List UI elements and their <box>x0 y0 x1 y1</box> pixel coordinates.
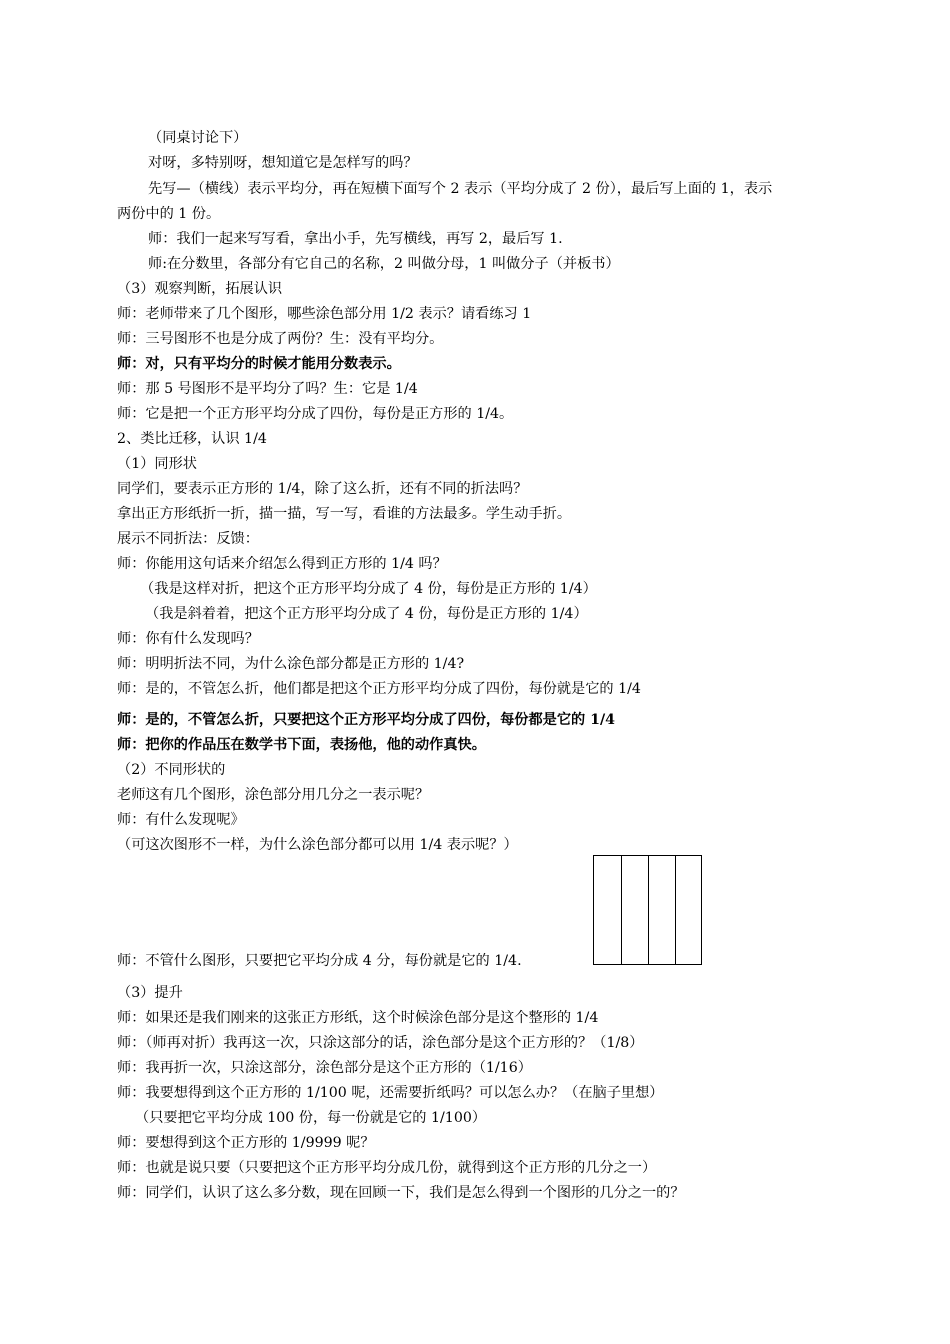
bold-text-line: 师：把你的作品压在数学书下面，表扬他，他的动作真快。 <box>117 737 486 753</box>
text-line: 师:在分数里，各部分有它自己的名称，2 叫做分母，1 叫做分子（并板书） <box>148 256 620 272</box>
text-line: （可这次图形不一样，为什么涂色部分都可以用 1/4 表示呢？） <box>117 837 518 853</box>
text-line: 两份中的 1 份。 <box>117 206 221 222</box>
text-line: 师：老师带来了几个图形，哪些涂色部分用 1/2 表示？请看练习 1 <box>117 306 532 322</box>
text-line: 师：你能用这句话来介绍怎么得到正方形的 1/4 吗？ <box>117 556 447 572</box>
rectangle-divider <box>648 856 649 964</box>
section-heading: 2、类比迁移，认识 1/4 <box>117 431 267 447</box>
text-line: 师：是的，不管怎么折，他们都是把这个正方形平均分成了四份，每份就是它的 1/4 <box>117 681 641 697</box>
text-line: 师：你有什么发现吗？ <box>117 631 259 647</box>
text-line: 师：如果还是我们刚来的这张正方形纸，这个时候涂色部分是这个整形的 1/4 <box>117 1010 599 1026</box>
text-line: 师：我再折一次，只涂这部分，涂色部分是这个正方形的（1/16） <box>117 1060 532 1076</box>
text-line: （我是斜着着，把这个正方形平均分成了 4 份，每份是正方形的 1/4） <box>145 606 588 622</box>
text-line: 师：有什么发现呢》 <box>117 812 245 828</box>
text-line: 师：也就是说只要（只要把这个正方形平均分成几份，就得到这个正方形的几分之一） <box>117 1160 657 1176</box>
rectangle-quarters-figure <box>593 855 702 965</box>
text-line: 师：同学们，认识了这么多分数，现在回顾一下，我们是怎么得到一个图形的几分之一的？ <box>117 1185 685 1201</box>
text-line: （只要把它平均分成 100 份，每一份就是它的 1/100） <box>135 1110 487 1126</box>
text-line: 师：明明折法不同，为什么涂色部分都是正方形的 1/4? <box>117 656 465 672</box>
section-heading: （1）同形状 <box>117 456 197 472</box>
section-heading: （3）观察判断，拓展认识 <box>117 281 283 297</box>
text-line: （我是这样对折，把这个正方形平均分成了 4 份，每份是正方形的 1/4） <box>140 581 597 597</box>
text-line: 师：我要想得到这个正方形的 1/100 呢，还需要折纸吗？可以怎么办？（在脑子里想） <box>117 1085 664 1101</box>
text-line: 先写—（横线）表示平均分，再在短横下面写个 2 表示（平均分成了 2 份），最后写上面的 1，表示 <box>148 181 773 197</box>
text-line: 展示不同折法：反馈： <box>117 531 259 547</box>
rectangle-divider <box>675 856 676 964</box>
text-line: 师：（师再对折）我再这一次，只涂这部分的话，涂色部分是这个正方形的？（1/8） <box>117 1035 644 1051</box>
section-heading: （3）提升 <box>117 985 183 1001</box>
text-line: 师：要想得到这个正方形的 1/9999 呢？ <box>117 1135 375 1151</box>
text-line: 师：不管什么图形，只要把它平均分成 4 分，每份就是它的 1/4. <box>117 953 522 969</box>
text-line: 同学们，要表示正方形的 1/4，除了这么折，还有不同的折法吗？ <box>117 481 528 497</box>
text-line: 师：三号图形不也是分成了两份？生：没有平均分。 <box>117 331 444 347</box>
text-line: 师：我们一起来写写看，拿出小手，先写横线，再写 2，最后写 1. <box>148 231 563 247</box>
text-line: 师：那 5 号图形不是平均分了吗？生：它是 1/4 <box>117 381 418 397</box>
section-heading: （2）不同形状的 <box>117 762 226 778</box>
rectangle-divider <box>621 856 622 964</box>
text-line: 拿出正方形纸折一折，描一描，写一写，看谁的方法最多。学生动手折。 <box>117 506 572 522</box>
bold-text-line: 师：是的，不管怎么折，只要把这个正方形平均分成了四份，每份都是它的 1/4 <box>117 712 616 728</box>
text-line: 老师这有几个图形，涂色部分用几分之一表示呢？ <box>117 787 430 803</box>
text-line: （同桌讨论下） <box>148 130 248 146</box>
text-line: 对呀，多特别呀，想知道它是怎样写的吗？ <box>148 155 418 171</box>
bold-text-line: 师：对，只有平均分的时候才能用分数表示。 <box>117 356 401 372</box>
text-line: 师：它是把一个正方形平均分成了四份，每份是正方形的 1/4。 <box>117 406 514 422</box>
